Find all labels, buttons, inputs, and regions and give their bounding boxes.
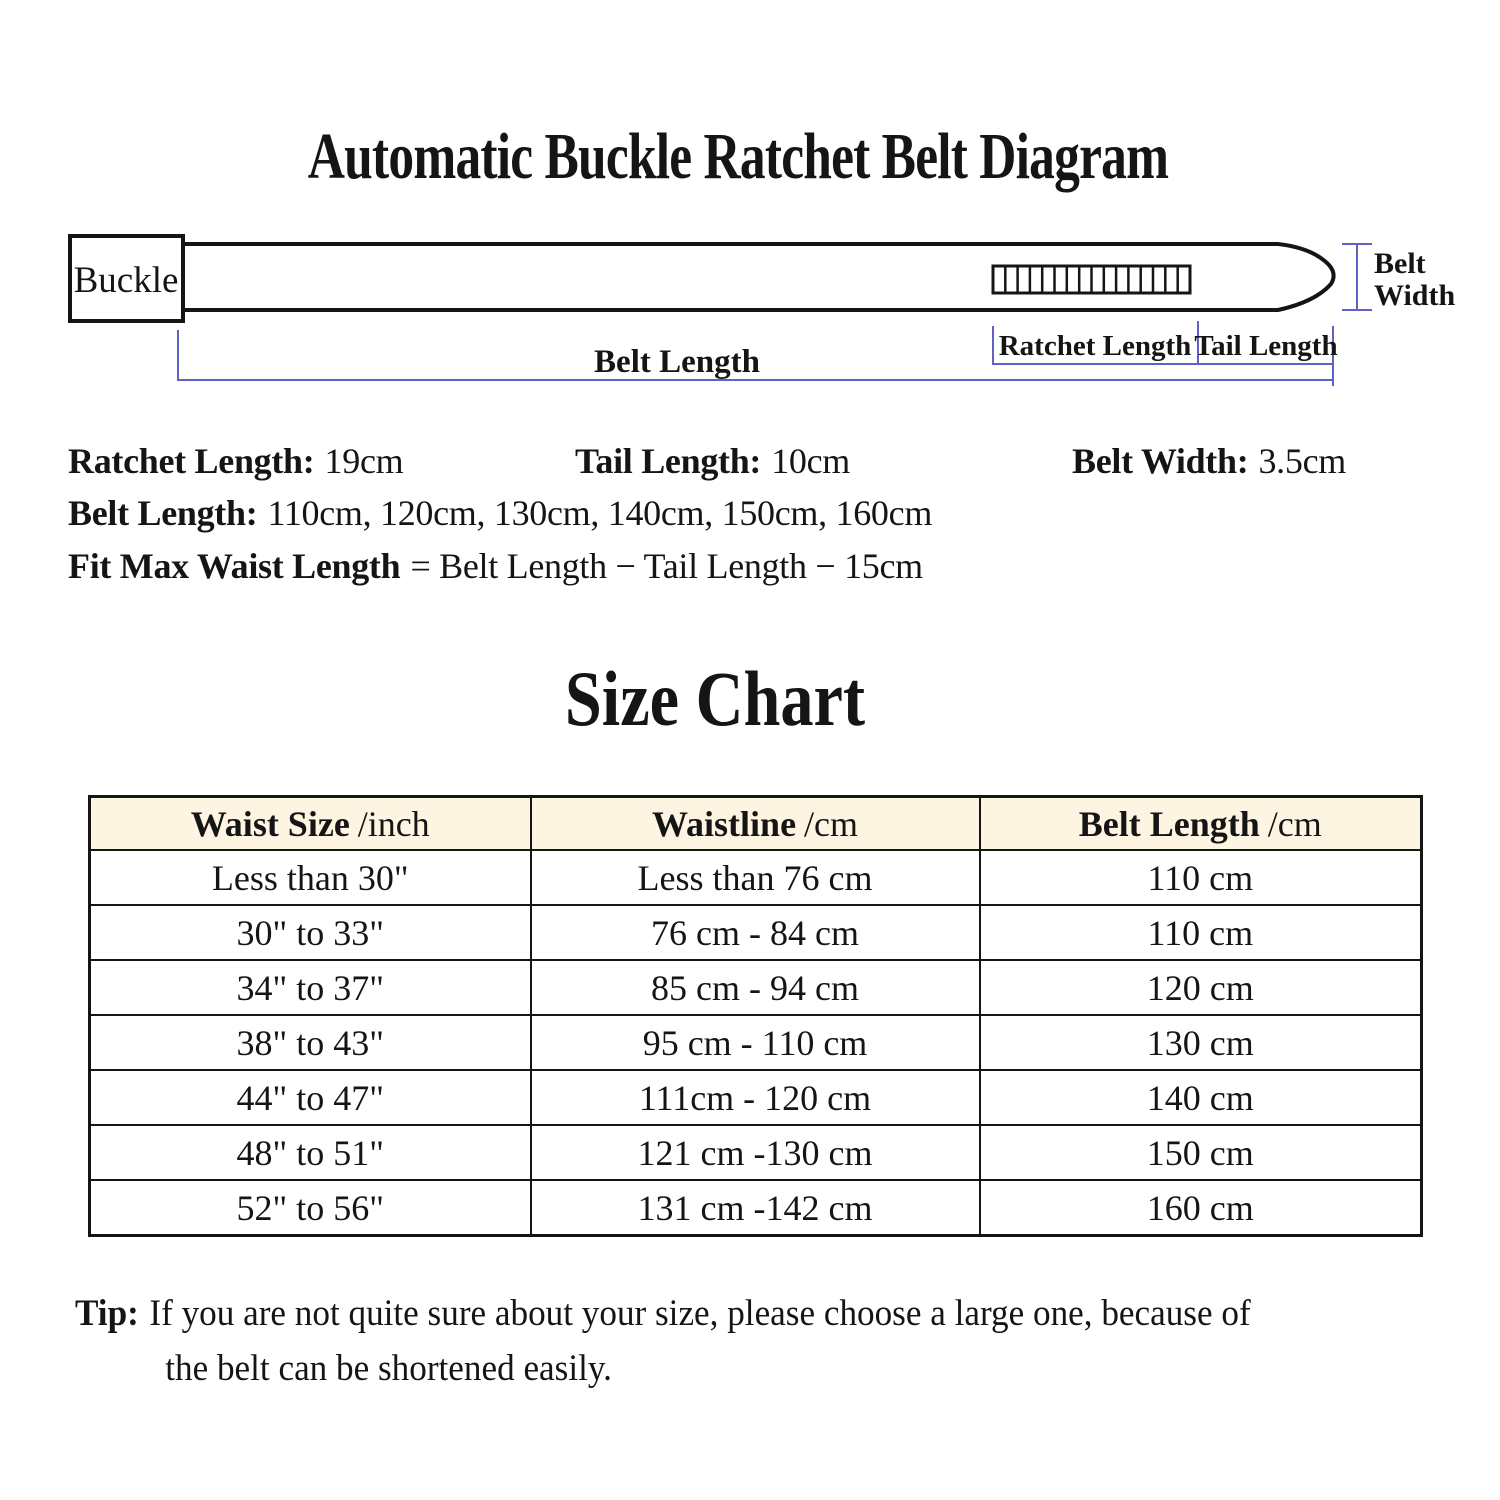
cell-belt-length: 140 cm <box>980 1070 1422 1125</box>
spec-tail-length <box>575 440 850 482</box>
spec-ratchet-length-value: 19cm <box>324 441 404 481</box>
table-row <box>90 960 1422 1015</box>
cell-waistline: 121 cm -130 cm <box>531 1125 980 1180</box>
cell-waist-size: 44" to 47" <box>90 1070 531 1125</box>
cell-waistline: 76 cm - 84 cm <box>531 905 980 960</box>
size-chart-table <box>88 795 1423 1237</box>
header-belt-length <box>980 797 1422 851</box>
belt-length-label: Belt Length <box>594 344 760 380</box>
belt-outline <box>183 244 1334 310</box>
spec-ratchet-length <box>68 440 403 482</box>
cell-waistline: 111cm - 120 cm <box>531 1070 980 1125</box>
spec-belt-width-value: 3.5cm <box>1258 441 1346 481</box>
table-row <box>90 1125 1422 1180</box>
spec-tail-length-label: Tail Length: <box>575 441 762 481</box>
spec-belt-length-value: 110cm, 120cm, 130cm, 140cm, 150cm, 160cm <box>267 493 933 533</box>
cell-waist-size: 52" to 56" <box>90 1180 531 1236</box>
belt-diagram <box>0 0 1500 410</box>
cell-belt-length: 120 cm <box>980 960 1422 1015</box>
tip-label: Tip: <box>75 1293 139 1334</box>
belt-width-dim <box>1342 244 1372 310</box>
table-row <box>90 905 1422 960</box>
spec-belt-width-label: Belt Width: <box>1072 441 1249 481</box>
spec-tail-length-value: 10cm <box>771 441 850 481</box>
table-row <box>90 1070 1422 1125</box>
cell-waist-size: 48" to 51" <box>90 1125 531 1180</box>
spec-fit-formula-value: = Belt Length − Tail Length − 15cm <box>410 546 923 586</box>
header-waist-size-title: Waist Size <box>190 803 350 844</box>
table-row <box>90 1015 1422 1070</box>
cell-waist-size: 38" to 43" <box>90 1015 531 1070</box>
header-waistline-title: Waistline <box>652 803 797 844</box>
tail-length-label: Tail Length <box>1194 330 1338 362</box>
cell-waistline: Less than 76 cm <box>531 850 980 905</box>
cell-belt-length: 110 cm <box>980 850 1422 905</box>
spec-belt-width <box>1072 440 1346 482</box>
header-waist-size-unit: /inch <box>357 803 430 844</box>
header-waist-size <box>90 797 531 851</box>
cell-belt-length: 130 cm <box>980 1015 1422 1070</box>
spec-ratchet-length-label: Ratchet Length: <box>68 441 315 481</box>
header-waistline <box>531 797 980 851</box>
cell-waistline: 85 cm - 94 cm <box>531 960 980 1015</box>
cell-belt-length: 150 cm <box>980 1125 1422 1180</box>
table-row <box>90 1180 1422 1236</box>
header-waistline-unit: /cm <box>803 803 858 844</box>
size-chart-heading: Size Chart <box>564 655 866 742</box>
tip-note <box>75 1286 1424 1396</box>
belt-width-label-line1: Belt <box>1374 247 1426 280</box>
cell-belt-length: 110 cm <box>980 905 1422 960</box>
ratchet-length-label: Ratchet Length <box>998 330 1192 362</box>
header-belt-length-unit: /cm <box>1267 803 1322 844</box>
spec-fit-formula-label: Fit Max Waist Length <box>68 546 401 586</box>
table-row <box>90 850 1422 905</box>
tip-text-line2: the belt can be shortened easily. <box>165 1348 612 1389</box>
spec-fit-formula <box>68 545 923 587</box>
buckle-label: Buckle <box>73 260 179 301</box>
header-belt-length-title: Belt Length <box>1078 803 1260 844</box>
cell-waistline: 95 cm - 110 cm <box>531 1015 980 1070</box>
cell-waist-size: Less than 30" <box>90 850 531 905</box>
cell-waist-size: 30" to 33" <box>90 905 531 960</box>
tip-text-line1: If you are not quite sure about your size, please choose a large one, because of <box>149 1293 1251 1334</box>
table-header-row <box>90 797 1422 851</box>
spec-belt-length <box>68 492 932 534</box>
cell-belt-length: 160 cm <box>980 1180 1422 1236</box>
page-title: Automatic Buckle Ratchet Belt Diagram <box>307 120 1169 193</box>
cell-waist-size: 34" to 37" <box>90 960 531 1015</box>
spec-belt-length-label: Belt Length: <box>68 493 258 533</box>
belt-width-label-line2: Width <box>1374 279 1456 312</box>
cell-waistline: 131 cm -142 cm <box>531 1180 980 1236</box>
